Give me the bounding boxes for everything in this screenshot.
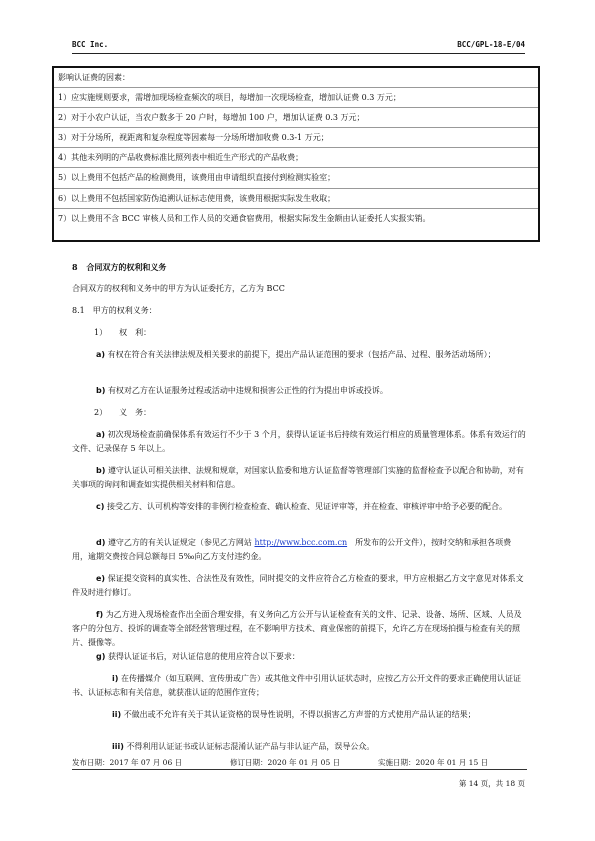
- page-number: 第 14 页，共 18 页: [458, 779, 525, 788]
- fee-factor-row: 5）以上费用不包括产品的检测费用，该费用由申请组织直接付到检测实验室；: [54, 168, 538, 188]
- header-company: BCC Inc.: [72, 40, 109, 49]
- duties-item-e: e) 保证提交资料的真实性、合法性及有效性，同时提交的文件应符合乙方检查的要求，甲方应根据乙方文字意见对体系文件及时进行修订。: [72, 574, 524, 597]
- subsection-8-1: 8.1 甲方的权利义务：: [72, 306, 157, 315]
- rights-heading: 1） 权 利：: [94, 328, 152, 337]
- duties-item-a: a) 初次现场检查前确保体系有效运行不少于 3 个月，获得认证证书后持续有效运行相应的质量管理体系。体系有效运行的文件、记录保存 5 年以上。: [72, 430, 526, 453]
- fee-factor-row: 7）以上费用不含 BCC 审核人员和工作人员的交通食宿费用，根据实际发生金额由认证委托人实报实销。: [58, 213, 431, 223]
- duties-item-b: b) 遵守认证认可相关法律、法规和规章，对国家认监委和地方认证监督等管理部门实施的监督检查予以配合和协助，对有关事项的询问和调查如实提供相关材料和信息。: [72, 466, 524, 489]
- section-title: 合同双方的权利和义务: [86, 262, 167, 272]
- header-divider: [72, 53, 525, 54]
- rights-item-b: b) 有权对乙方在认证服务过程或活动中违规和损害公正性的行为提出申诉或投诉。: [96, 386, 388, 395]
- duties-item-c: c) 接受乙方、认可机构等安排的非例行检查检查、确认检查、见证评审等，并在检查、审核评审中给予必要的配合。: [96, 502, 507, 511]
- g-item-i: i) 在传播媒介（如互联网、宣传册或广告）或其他文件中引用认证状态时，应按乙方公开文件的要求正确使用认证证书、认证标志和有关信息，就获准认证的范围作宣传；: [72, 674, 521, 697]
- g-item-ii: ii) 不做出或不允许有关于其认证资格的误导性说明，不得以损害乙方声誉的方式使用产品认证的结果；: [112, 710, 476, 719]
- issue-date: 发布日期：2017 年 07 月 06 日: [72, 758, 183, 767]
- fee-factor-row: 3）对于分场所，视距离和复杂程度等因素每一分场所增加收费 0.3-1 万元；: [54, 128, 538, 148]
- effective-date: 实施日期：2020 年 01 月 15 日: [378, 758, 489, 767]
- rights-item-a: a) 有权在符合有关法律法规及相关要求的前提下，提出产品认证范围的要求（包括产品、过程、服务活动场所）；: [96, 350, 496, 359]
- fee-factor-row: 1）应实施规则要求，需增加现场检查频次的项目，每增加一次现场检查，增加认证费 0.3 万元；: [54, 88, 538, 108]
- g-item-iii: iii) 不得利用认证证书或认证标志混淆认证产品与非认证产品，误导公众。: [112, 742, 375, 751]
- revise-date: 修订日期：2020 年 01 月 05 日: [230, 758, 341, 767]
- fee-factor-row: 6）以上费用不包括国家防伪追溯认证标志使用费，该费用根据实际发生收取；: [54, 189, 538, 209]
- duties-heading: 2） 义 务：: [94, 408, 152, 417]
- fee-factor-row: 4）其他未列明的产品收费标准比照列表中相近生产形式的产品收费；: [54, 148, 538, 168]
- bcc-website-link[interactable]: http://www.bcc.com.cn: [254, 538, 348, 547]
- fee-factor-row: 2）对于小农户认证，当农户数多于 20 户时，每增加 100 户，增加认证费 0.3 万元；: [54, 108, 538, 128]
- footer-divider: [72, 769, 527, 770]
- fee-factors-box: [52, 66, 540, 242]
- header-doc-code: BCC/GPL-18-E/04: [457, 40, 525, 49]
- section-heading: [72, 262, 166, 273]
- page-header: [72, 40, 525, 52]
- fee-factors-title: 影响认证费的因素：: [54, 68, 538, 88]
- section-number: 8: [72, 262, 78, 272]
- duties-item-f: f) 为乙方进入现场检查作出全面合理安排，有义务向乙方公开与认证检查有关的文件、记录、设备、场所、区域、人员及客户的分包方、投诉的调查等全部经营管理过程，在不影响甲方技术、商业保密的前提下，允许乙方在现场拍摄与检查有关的照片、摄像等。: [72, 610, 522, 647]
- duties-item-g: g) 获得认证证书后，对认证信息的使用应符合以下要求：: [96, 652, 300, 661]
- section-intro: 合同双方的权利和义务中的甲方为认证委托方，乙方为 BCC: [72, 284, 285, 293]
- duties-item-d: d) 遵守乙方的有关认证规定（参见乙方网站 http://www.bcc.com.cn 所发布的公开文件），按时交纳和承担各项费用，逾期交费按合同总额每日 5‰向乙方支付违约金。: [72, 538, 512, 561]
